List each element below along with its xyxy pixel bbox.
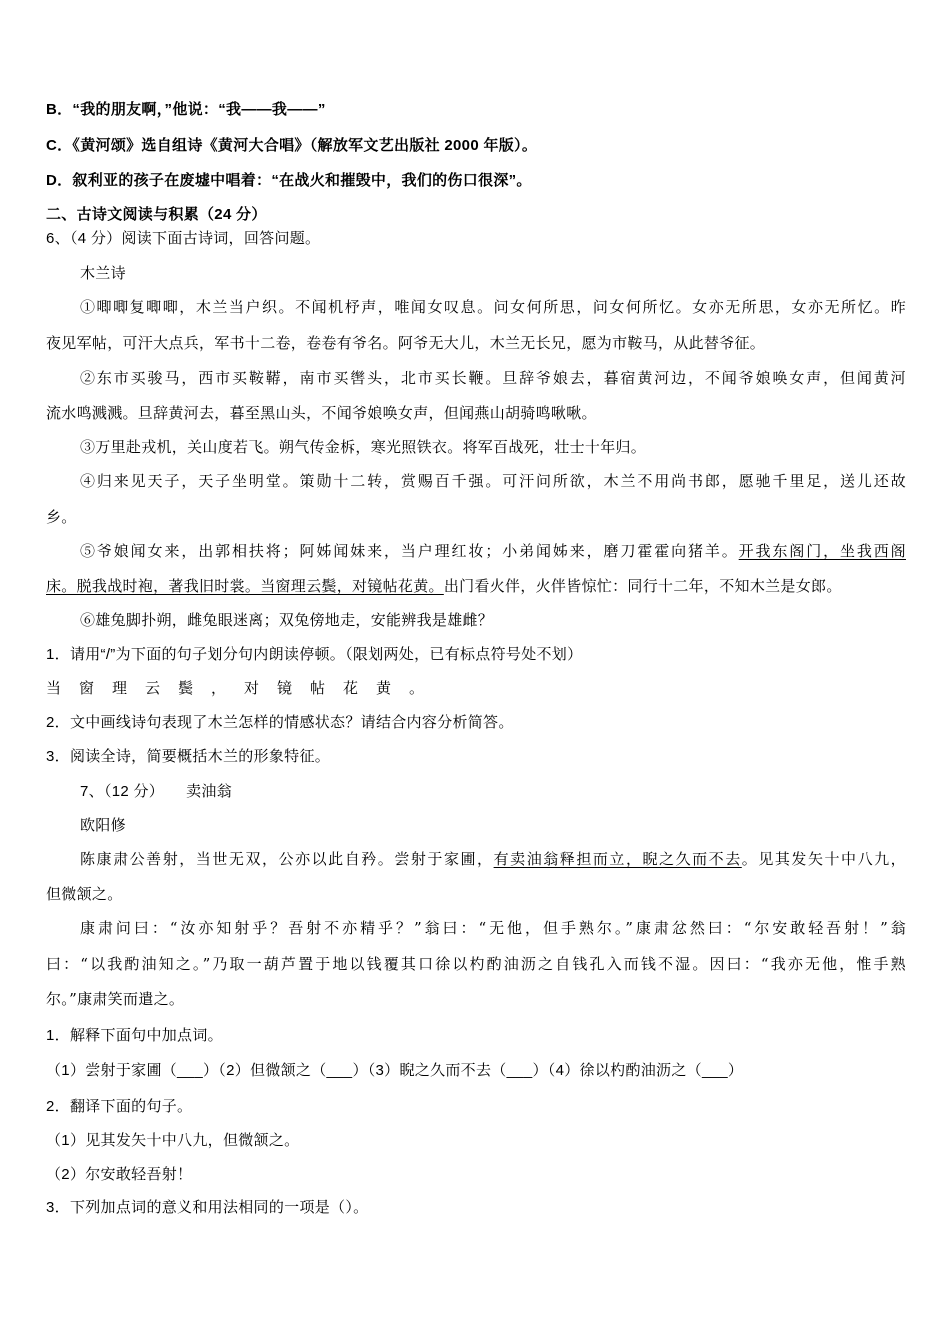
q6-p6: ⑥雄兔脚扑朔，雌兔眼迷离；双兔傍地走，安能辨我是雄雌？ [80, 611, 494, 629]
q7-p1-plain: 陈康肃公善射，当世无双，公亦以此自矜。尝射于家圃， [80, 850, 494, 868]
q6-p5-plain-a: ⑤爷娘闻女来，出郭相扶将；阿姊闻妹来，当户理红妆；小弟闻姊来，磨刀霍霍向猪羊。 [80, 542, 739, 560]
q7-stem: 7、（12 分） [80, 783, 165, 800]
q6-p5-line2 [46, 576, 906, 596]
q6-p2-line2: 流水鸣溅溅。旦辞黄河去，暮至黑山头，不闻爷娘唤女声，但闻燕山胡骑鸣啾啾。 [46, 404, 597, 422]
q6-sub1: 1．请用“/”为下面的句子划分句内朗读停顿。（限划两处，已有标点符号处不划） [46, 646, 583, 663]
q6-p2-line1: ②东市买骏马，西市买鞍鞯，南市买辔头，北市买长鞭。旦辞爷娘去，暮宿黄河边，不闻爷娘唤女声，但闻黄河 [80, 369, 906, 387]
q7-p1-line2: 但微颔之。 [46, 885, 123, 903]
q6-p1-line1: ①唧唧复唧唧，木兰当户织。不闻机杼声，唯闻女叹息。问女何所思，问女何所忆。女亦无所思，女亦无所忆。昨 [80, 298, 906, 316]
q7-author: 欧阳修 [80, 816, 126, 834]
q6-sub1-sentence: 当窗理云鬓，对镜帖花黄。 [46, 680, 443, 697]
q7-sub2-1: （1）见其发矢十中八九，但微颔之。 [46, 1132, 300, 1149]
q7-sub1: 1．解释下面句中加点词。 [46, 1027, 223, 1044]
q6-poem-title: 木兰诗 [80, 264, 126, 282]
q7-sub3: 3．下列加点词的意义和用法相同的一项是（）。 [46, 1199, 369, 1216]
q6-p3: ③万里赴戎机，关山度若飞。朔气传金柝，寒光照铁衣。将军百战死，壮士十年归。 [80, 438, 647, 456]
q7-p1-line1 [80, 849, 906, 869]
q7-title: 卖油翁 [186, 782, 233, 800]
q7-p1-tail: 。见其发矢十中八九， [741, 850, 906, 868]
q7-sub1-items: （1）尝射于家圃（___）（2）但微颔之（___）（3）睨之久而不去（___）（4）徐以杓酌油沥之（___） [46, 1062, 744, 1079]
option-d: D．叙利亚的孩子在废墟中唱着：“在战火和摧毁中，我们的伤口很深”。 [46, 172, 532, 189]
option-b: B．“我的朋友啊，”他说：“我——我——” [46, 101, 326, 118]
option-c: C．《黄河颂》选自组诗《黄河大合唱》（解放军文艺出版社 2000 年版）。 [46, 137, 538, 154]
q6-p4-line2: 乡。 [46, 508, 77, 526]
q6-p5-underlined-a: 开我东阁门，坐我西阁 [738, 542, 906, 560]
q7-sub2: 2．翻译下面的句子。 [46, 1098, 193, 1115]
q7-header [80, 781, 906, 802]
q6-p5-underlined-b: 床。脱我战时袍，著我旧时裳。当窗理云鬓，对镜帖花黄。 [46, 577, 444, 595]
section-2-title: 二、古诗文阅读与积累（24 分） [46, 206, 267, 223]
q6-p5-line1 [80, 541, 906, 561]
q7-p2-line3: 尔。”康肃笑而遣之。 [46, 990, 185, 1008]
q6-stem: 6、（4 分）阅读下面古诗词，回答问题。 [46, 230, 321, 247]
q7-p2-line2: 曰：“以我酌油知之。”乃取一葫芦置于地以钱覆其口徐以杓酌油沥之自钱孔入而钱不湿。因曰：“我亦无他，惟手熟 [46, 955, 906, 973]
q6-sub3: 3．阅读全诗，简要概括木兰的形象特征。 [46, 748, 331, 765]
q6-p1-line2: 夜见军帖，可汗大点兵，军书十二卷，卷卷有爷名。阿爷无大儿，木兰无长兄，愿为市鞍马，从此替爷征。 [46, 334, 766, 352]
q7-sub2-2: （2）尔安敢轻吾射！ [46, 1166, 193, 1183]
q6-p4-line1: ④归来见天子，天子坐明堂。策勋十二转，赏赐百千强。可汗问所欲，木兰不用尚书郎，愿驰千里足，送儿还故 [80, 472, 906, 490]
q6-p5-plain-b: 出门看火伴，火伴皆惊忙：同行十二年，不知木兰是女郎。 [443, 577, 842, 595]
q6-sub2: 2．文中画线诗句表现了木兰怎样的情感状态？请结合内容分析简答。 [46, 714, 514, 731]
q7-p2-line1: 康肃问曰：“汝亦知射乎？吾射不亦精乎？”翁曰：“无他，但手熟尔。”康肃忿然曰：“尔安敢轻吾射！”翁 [80, 919, 906, 937]
q7-p1-underlined: 有卖油翁释担而立，睨之久而不去 [493, 850, 742, 868]
